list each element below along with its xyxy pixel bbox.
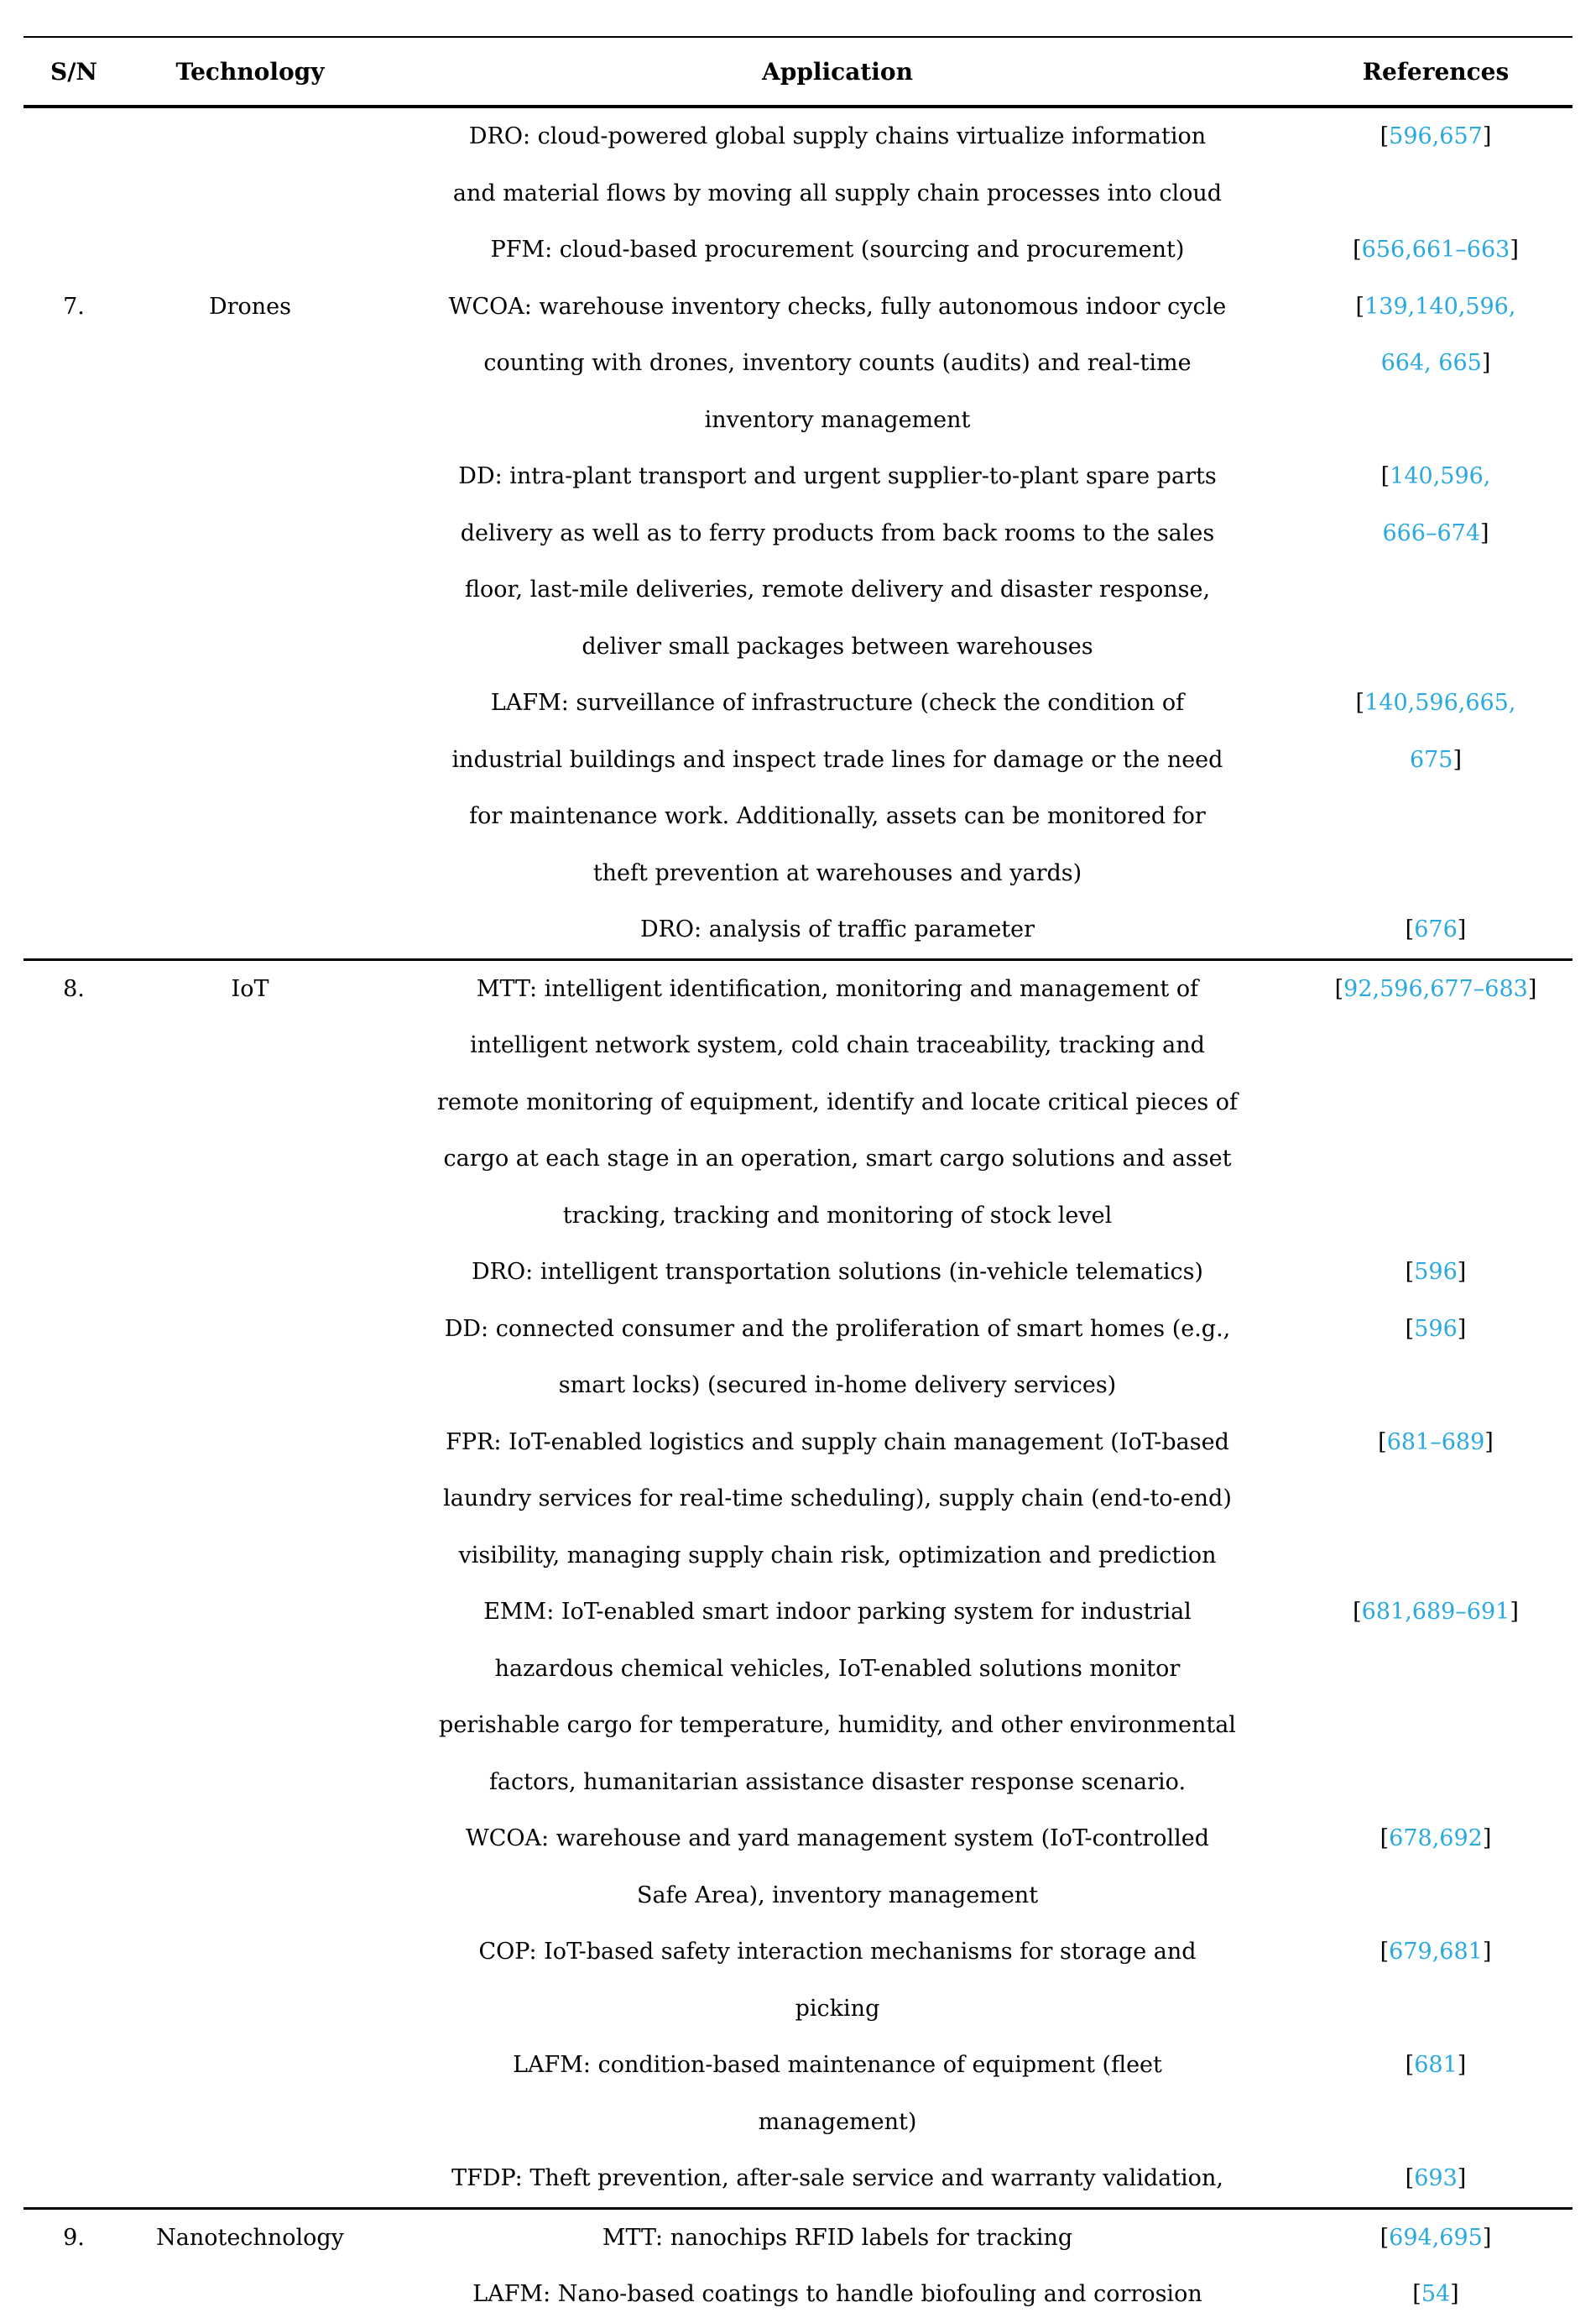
technology-cell: [124, 959, 376, 1244]
application-line: laundry services for real-time scheduling), supply chain (end-to-end): [443, 1485, 1232, 1511]
sn-cell: [23, 107, 124, 222]
table-row: [23, 1244, 1573, 1301]
technology-cell: [124, 2266, 376, 2323]
application-line: remote monitoring of equipment, identify and locate critical pieces of: [436, 1088, 1239, 1115]
reference-line: [140,596,: [1380, 463, 1491, 489]
sn-cell: [23, 2266, 124, 2323]
reference-line: [596]: [1405, 1315, 1467, 1342]
application-line: tracking, tracking and monitoring of stock level: [562, 1202, 1113, 1229]
technology-cell: [124, 107, 376, 222]
reference-line: [681–689]: [1378, 1428, 1494, 1455]
table-row: [23, 2266, 1573, 2323]
reference-link[interactable]: 681–689: [1386, 1428, 1485, 1455]
technology-cell: [124, 2150, 376, 2208]
technology-label: IoT: [231, 975, 269, 1002]
application-line: and material flows by moving all supply chain processes into cloud: [452, 180, 1223, 206]
application-cell: [376, 279, 1299, 449]
references-cell: [1299, 1810, 1573, 1924]
application-cell: [376, 107, 1299, 222]
sn-cell: [23, 1414, 124, 1584]
technology-label: Nanotechnology: [156, 2224, 344, 2251]
table-row: [23, 675, 1573, 901]
application-cell: [376, 959, 1299, 1244]
sn-cell: [23, 1810, 124, 1924]
reference-line: 675]: [1409, 746, 1463, 773]
reference-link[interactable]: 92,596,677–683: [1343, 975, 1528, 1002]
reference-line: [694,695]: [1380, 2224, 1492, 2251]
application-cell: [376, 2266, 1299, 2323]
reference-line: [678,692]: [1380, 1825, 1492, 1851]
reference-link[interactable]: 140,596,665,: [1364, 690, 1516, 716]
reference-link[interactable]: 54: [1421, 2281, 1451, 2307]
application-cell: [376, 2037, 1299, 2150]
reference-link[interactable]: 679,681: [1389, 1939, 1483, 1965]
reference-link[interactable]: 676: [1414, 916, 1458, 942]
reference-line: 666–674]: [1382, 519, 1489, 546]
technology-label: Drones: [208, 293, 292, 320]
application-line: COP: IoT-based safety interaction mechanisms for storage and: [478, 1939, 1197, 1965]
references-cell: [1299, 1244, 1573, 1301]
reference-line: [656,661–663]: [1353, 237, 1519, 263]
table-body: [23, 107, 1573, 2323]
reference-link[interactable]: 693: [1414, 2165, 1458, 2191]
reference-line: 664, 665]: [1380, 350, 1491, 376]
column-header-references: References: [1299, 37, 1573, 107]
application-line: factors, humanitarian assistance disaster response scenario.: [488, 1768, 1187, 1795]
application-line: for maintenance work. Additionally, assets can be monitored for: [469, 803, 1206, 829]
technology-cell: [124, 279, 376, 449]
references-cell: [1299, 107, 1573, 222]
application-cell: [376, 1584, 1299, 1810]
reference-link[interactable]: 664, 665: [1380, 350, 1482, 376]
reference-line: [681]: [1405, 2052, 1467, 2078]
references-cell: [1299, 2150, 1573, 2208]
technology-applications-table: [23, 36, 1573, 2323]
application-line: LAFM: Nano-based coatings to handle biofouling and corrosion: [472, 2281, 1202, 2307]
table-row: [23, 901, 1573, 959]
references-cell: [1299, 2037, 1573, 2150]
sn-cell: [23, 2208, 124, 2266]
technology-cell: [124, 1924, 376, 2037]
sn-label: 9.: [63, 2224, 85, 2251]
table-row: [23, 107, 1573, 222]
technology-cell: [124, 222, 376, 279]
application-line: DRO: intelligent transportation solutions (in-vehicle telematics): [472, 1259, 1203, 1285]
references-cell: [1299, 959, 1573, 1244]
sn-cell: [23, 1584, 124, 1810]
reference-line: [679,681]: [1380, 1939, 1492, 1965]
reference-line: [681,689–691]: [1353, 1599, 1519, 1625]
reference-line: [676]: [1405, 916, 1467, 942]
application-line: visibility, managing supply chain risk, optimization and prediction: [458, 1542, 1217, 1569]
application-line: intelligent network system, cold chain traceability, tracking and: [470, 1032, 1205, 1058]
application-line: picking: [795, 1995, 880, 2022]
sn-cell: [23, 222, 124, 279]
references-cell: [1299, 222, 1573, 279]
application-line: LAFM: condition-based maintenance of equipment (fleet: [513, 2052, 1162, 2078]
reference-link[interactable]: 681,689–691: [1361, 1599, 1510, 1625]
application-cell: [376, 1244, 1299, 1301]
sn-label: 7.: [63, 293, 85, 320]
table-row: [23, 222, 1573, 279]
technology-cell: [124, 1301, 376, 1414]
application-line: WCOA: warehouse and yard management system (IoT-controlled: [466, 1825, 1209, 1851]
reference-link[interactable]: 678,692: [1389, 1825, 1483, 1851]
technology-cell: [124, 675, 376, 901]
references-cell: [1299, 901, 1573, 959]
application-cell: [376, 1810, 1299, 1924]
sn-label: 8.: [63, 975, 85, 1002]
table-row: [23, 2208, 1573, 2266]
technology-cell: [124, 2037, 376, 2150]
application-line: perishable cargo for temperature, humidity, and other environmental: [439, 1712, 1236, 1738]
application-line: DRO: cloud-powered global supply chains virtualize information: [468, 123, 1207, 149]
reference-link[interactable]: 681: [1414, 2052, 1458, 2078]
reference-link[interactable]: 596: [1414, 1315, 1458, 1342]
table-row: [23, 1301, 1573, 1414]
sn-cell: [23, 1301, 124, 1414]
column-header-sn: S/N: [23, 37, 124, 107]
reference-line: [596]: [1405, 1259, 1467, 1285]
application-line: smart locks) (secured in-home delivery services): [558, 1372, 1117, 1398]
table-row: [23, 2037, 1573, 2150]
technology-cell: [124, 2208, 376, 2266]
reference-link[interactable]: 656,661–663: [1361, 237, 1510, 263]
application-line: deliver small packages between warehouses: [582, 633, 1093, 660]
references-cell: [1299, 1924, 1573, 2037]
application-line: management): [758, 2108, 917, 2135]
technology-cell: [124, 1414, 376, 1584]
sn-cell: [23, 279, 124, 449]
application-line: DD: intra-plant transport and urgent supplier-to-plant spare parts: [458, 463, 1217, 489]
reference-line: [596,657]: [1380, 123, 1492, 149]
application-line: MTT: nanochips RFID labels for tracking: [602, 2224, 1073, 2251]
sn-cell: [23, 675, 124, 901]
technology-cell: [124, 901, 376, 959]
application-cell: [376, 1414, 1299, 1584]
reference-line: [693]: [1405, 2165, 1467, 2191]
references-cell: [1299, 1584, 1573, 1810]
reference-link[interactable]: 675: [1409, 746, 1453, 773]
application-cell: [376, 2150, 1299, 2208]
application-cell: [376, 448, 1299, 675]
application-line: floor, last-mile deliveries, remote delivery and disaster response,: [464, 577, 1211, 603]
application-line: WCOA: warehouse inventory checks, fully autonomous indoor cycle: [448, 293, 1227, 320]
table-row: [23, 279, 1573, 449]
table-row: [23, 2150, 1573, 2208]
reference-link[interactable]: 666–674: [1382, 519, 1481, 546]
references-cell: [1299, 1414, 1573, 1584]
application-cell: [376, 1301, 1299, 1414]
application-line: MTT: intelligent identification, monitoring and management of: [476, 975, 1199, 1002]
application-line: counting with drones, inventory counts (audits) and real-time: [483, 350, 1192, 376]
application-line: PFM: cloud-based procurement (sourcing and procurement): [490, 237, 1185, 263]
application-line: hazardous chemical vehicles, IoT-enabled solutions monitor: [494, 1655, 1181, 1682]
application-line: delivery as well as to ferry products from back rooms to the sales: [460, 519, 1215, 546]
table-row: [23, 1810, 1573, 1924]
sn-cell: [23, 2037, 124, 2150]
application-line: cargo at each stage in an operation, smart cargo solutions and asset: [443, 1146, 1232, 1172]
application-line: Safe Area), inventory management: [636, 1882, 1039, 1908]
application-line: EMM: IoT-enabled smart indoor parking system for industrial: [483, 1599, 1192, 1625]
application-line: DD: connected consumer and the proliferation of smart homes (e.g.,: [444, 1315, 1231, 1342]
reference-link[interactable]: 139,140,596,: [1364, 293, 1516, 320]
table-row: [23, 448, 1573, 675]
reference-line: [139,140,596,: [1355, 293, 1516, 320]
application-cell: [376, 901, 1299, 959]
table-row: [23, 1584, 1573, 1810]
application-cell: [376, 1924, 1299, 2037]
reference-link[interactable]: 596: [1414, 1259, 1458, 1285]
application-line: industrial buildings and inspect trade lines for damage or the need: [451, 746, 1223, 773]
technology-cell: [124, 448, 376, 675]
sn-cell: [23, 959, 124, 1244]
technology-cell: [124, 1244, 376, 1301]
application-line: inventory management: [704, 406, 971, 433]
application-line: TFDP: Theft prevention, after-sale service and warranty validation,: [451, 2165, 1223, 2191]
application-line: theft prevention at warehouses and yards): [592, 859, 1082, 886]
table-header-row: [23, 37, 1573, 107]
references-cell: [1299, 675, 1573, 901]
reference-line: [92,596,677–683]: [1334, 975, 1537, 1002]
references-cell: [1299, 1301, 1573, 1414]
application-line: DRO: analysis of traffic parameter: [639, 916, 1035, 942]
table-row: [23, 959, 1573, 1244]
references-cell: [1299, 2266, 1573, 2323]
application-cell: [376, 222, 1299, 279]
sn-cell: [23, 2150, 124, 2208]
column-header-technology: Technology: [124, 37, 376, 107]
application-line: LAFM: surveillance of infrastructure (check the condition of: [490, 690, 1185, 716]
application-line: FPR: IoT-enabled logistics and supply chain management (IoT-based: [446, 1428, 1229, 1455]
sn-cell: [23, 1244, 124, 1301]
column-header-application: Application: [376, 37, 1299, 107]
sn-cell: [23, 448, 124, 675]
sn-cell: [23, 1924, 124, 2037]
technology-cell: [124, 1810, 376, 1924]
reference-line: [54]: [1412, 2281, 1459, 2307]
reference-link[interactable]: 694,695: [1389, 2224, 1483, 2251]
reference-link[interactable]: 140,596,: [1390, 463, 1491, 489]
references-cell: [1299, 448, 1573, 675]
technology-cell: [124, 1584, 376, 1810]
table-row: [23, 1924, 1573, 2037]
application-cell: [376, 675, 1299, 901]
references-cell: [1299, 2208, 1573, 2266]
sn-cell: [23, 901, 124, 959]
table-row: [23, 1414, 1573, 1584]
reference-line: [140,596,665,: [1355, 690, 1516, 716]
application-cell: [376, 2208, 1299, 2266]
reference-link[interactable]: 596,657: [1389, 123, 1483, 149]
references-cell: [1299, 279, 1573, 449]
